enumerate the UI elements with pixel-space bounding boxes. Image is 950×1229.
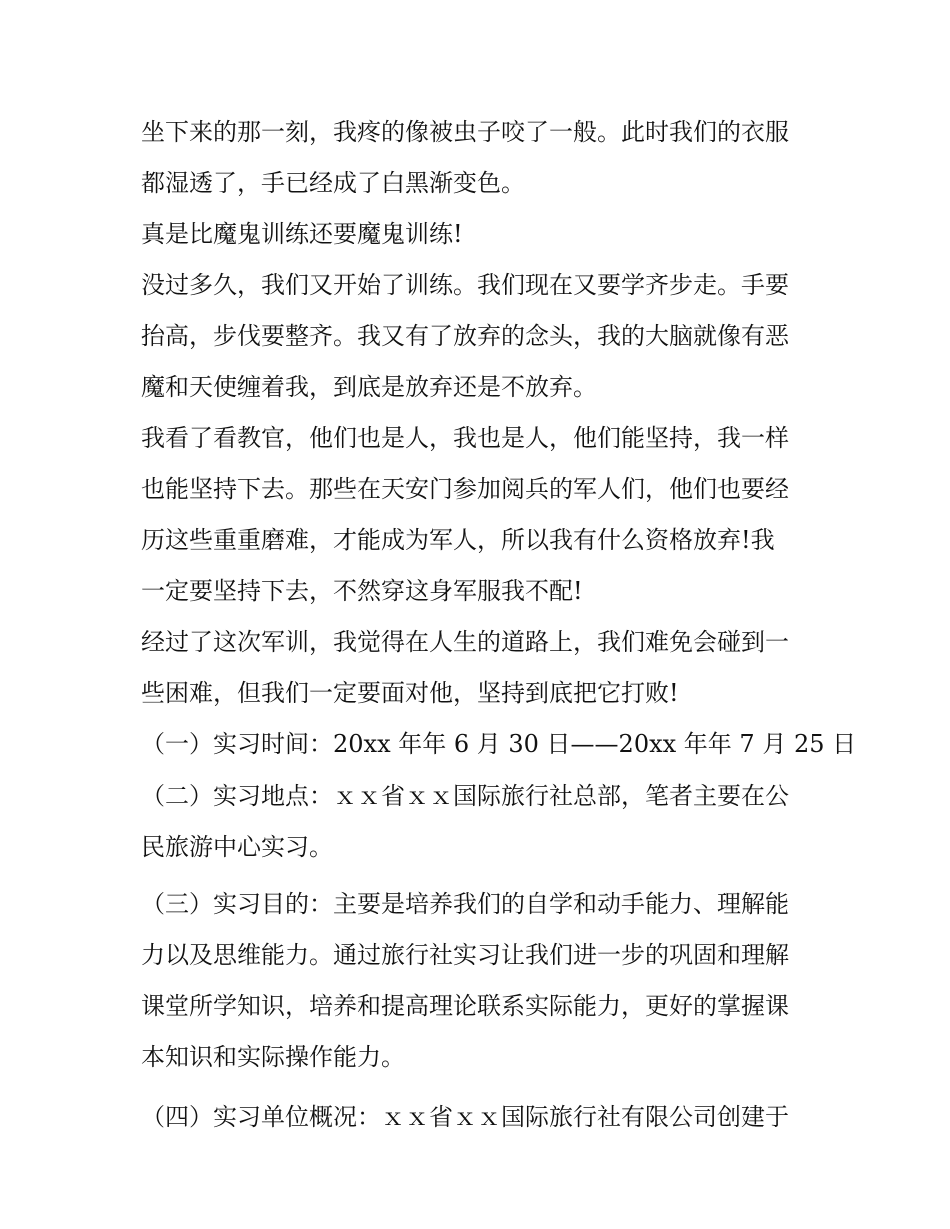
text-line: 魔和天使缠着我，到底是放弃还是不放弃。 <box>141 373 597 401</box>
text-line: （二）实习地点：ｘｘ省ｘｘ国际旅行社总部，笔者主要在公 <box>141 782 789 810</box>
text-line: 本知识和实际操作能力。 <box>141 1043 405 1071</box>
text-line: 力以及思维能力。通过旅行社实习让我们进一步的巩固和理解 <box>141 941 789 969</box>
text-line: 历这些重重磨难，才能成为军人，所以我有什么资格放弃!我 <box>141 526 775 554</box>
body-text <box>141 107 857 1143</box>
text-line: 经过了这次军训，我觉得在人生的道路上，我们难免会碰到一 <box>141 628 789 656</box>
text-line: 抬高，步伐要整齐。我又有了放弃的念头，我的大脑就像有恶 <box>141 322 789 350</box>
text-line: 也能坚持下去。那些在天安门参加阅兵的军人们，他们也要经 <box>141 475 789 503</box>
text-line: 课堂所学知识，培养和提高理论联系实际能力，更好的掌握课 <box>141 992 789 1020</box>
text-line: （三）实习目的：主要是培养我们的自学和动手能力、理解能 <box>141 890 789 918</box>
text-line: 没过多久，我们又开始了训练。我们现在又要学齐步走。手要 <box>141 271 789 299</box>
text-line: 都湿透了，手已经成了白黑渐变色。 <box>141 169 525 197</box>
text-line: 坐下来的那一刻，我疼的像被虫子咬了一般。此时我们的衣服 <box>141 118 789 146</box>
text-line: 一定要坚持下去，不然穿这身军服我不配! <box>141 577 583 605</box>
text-line: （一）实习时间：20xx 年年 6 月 30 日——20xx 年年 7 月 25 日 <box>141 730 857 758</box>
text-line: 真是比魔鬼训练还要魔鬼训练! <box>141 220 463 248</box>
text-line: 些困难，但我们一定要面对他，坚持到底把它打败! <box>141 679 679 707</box>
text-line: 我看了看教官，他们也是人，我也是人，他们能坚持，我一样 <box>141 424 789 452</box>
text-line: （四）实习单位概况：ｘｘ省ｘｘ国际旅行社有限公司创建于 <box>141 1103 789 1131</box>
text-line: 民旅游中心实习。 <box>141 833 333 861</box>
